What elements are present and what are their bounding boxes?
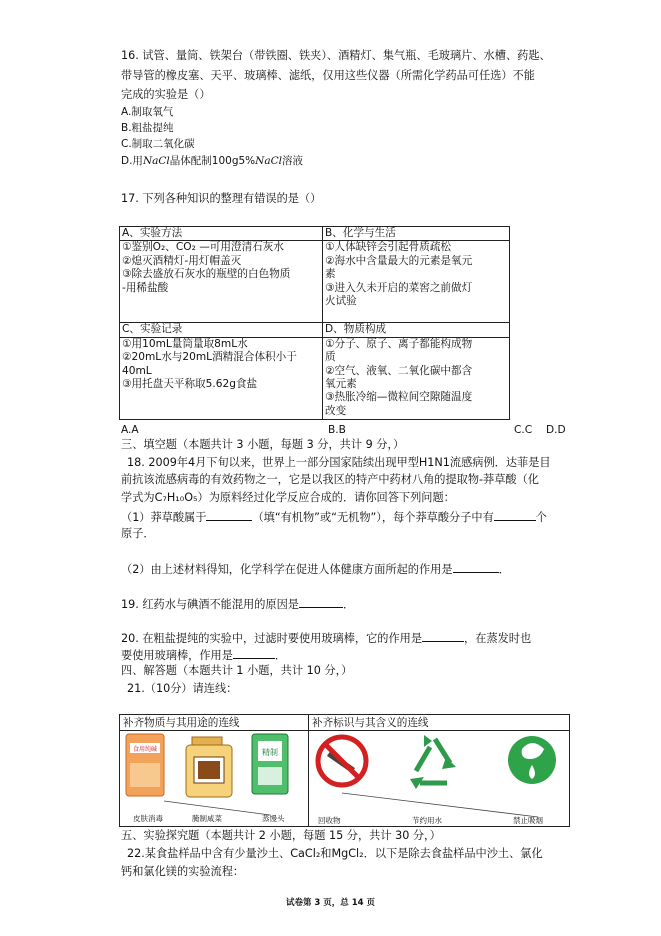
q17-answer-b: B.B: [328, 424, 346, 436]
c-item-2-cont: 40mL: [122, 364, 152, 377]
q21-stem: 21.（10分）请连线：: [127, 682, 238, 695]
q18-blank-1[interactable]: [206, 509, 252, 521]
q22-line1: 22.某食盐样品中含有少量沙土、CaCl₂和MgCl₂．以下是除去食盐样品中沙土、氯化: [127, 847, 543, 860]
q16-formula-nacl: NaCl: [142, 155, 170, 167]
water-saving-icon: [508, 736, 556, 784]
q17-answer-d: D.D: [546, 424, 566, 436]
q17-knowledge-table: [119, 226, 510, 420]
q22-line2: 钙和氯化镁的实验流程：: [121, 865, 245, 878]
page-footer: 试卷第 3 页，总 14 页: [285, 898, 376, 908]
q18-part2-text: （2）由上述材料得知，化学科学在促进人体健康方面所起的作用是: [121, 563, 453, 576]
salt-bag-image: [252, 734, 288, 794]
q16-stem-line1: 16. 试管、量筒、铁架台（带铁圈、铁夹）、酒精灯、集气瓶、毛玻璃片、水槽、药匙、: [121, 49, 551, 62]
q16-option-c: C.制取二氧化碳: [121, 138, 195, 150]
soda-bag-image: [126, 734, 164, 796]
table-cell-c-head: C、实验记录: [120, 323, 323, 337]
q16-option-d-prefix: D.用: [121, 155, 143, 167]
q18-line1: 18. 2009年4月下旬以来，世界上一部分国家陆续出现甲型H1N1流感病例．达菲是目: [127, 456, 551, 469]
b-item-2: ②海水中含量最大的元素是氧元: [325, 254, 473, 267]
q16-option-b: B.粗盐提纯: [121, 122, 174, 134]
soda-bag-label: 食用纯碱: [132, 746, 158, 753]
a-item-1: ①鉴别O₂、CO₂ —可用澄清石灰水: [122, 241, 284, 254]
q17-stem: 17. 下列各种知识的整理有错误的是（）: [121, 192, 322, 205]
q18-part1-text-b: （填“有机物”或“无机物”），每个莽草酸分子中有: [252, 511, 494, 524]
q18-blank-2[interactable]: [494, 509, 536, 521]
q18-part2: [121, 561, 510, 577]
salt-bag-label: 精制: [262, 748, 278, 757]
connection-line-2: [342, 793, 538, 817]
table-cell-d-body: [323, 337, 510, 419]
q19-blank[interactable]: [299, 596, 343, 608]
section-3-heading: 三、填空题（本题共计 3 小题，每题 3 分，共计 9 分，）: [121, 438, 405, 451]
q19-stem: [121, 596, 354, 612]
table-cell-d-head: D、物质构成: [323, 323, 510, 337]
q17-answer-a: A.A: [121, 424, 139, 436]
q20-text-a: 20. 在粗盐提纯的实验中，过滤时要使用玻璃棒，它的作用是: [121, 632, 423, 645]
d-item-2-cont: 氧元素: [325, 378, 357, 391]
q20-blank-1[interactable]: [422, 630, 464, 642]
b-item-2-cont: 素: [325, 268, 336, 281]
alcohol-bottle-image: [186, 737, 232, 797]
label-skin-disinfection: 皮肤消毒: [133, 814, 163, 823]
recycle-icon: [410, 735, 456, 789]
q16-stem-line3: 完成的实验是（）: [121, 88, 211, 101]
q18-part1-text-c: 个: [535, 511, 547, 524]
q21-matching-figure: [119, 714, 570, 827]
c-item-1: ①用10mL量筒量取8mL水: [122, 337, 248, 350]
label-pickle: 腌制咸菜: [192, 814, 222, 823]
d-item-3: ③热胀冷缩—微粒间空隙随温度: [325, 391, 473, 404]
q17-answer-c: C.C: [514, 424, 533, 436]
q20-line1: [121, 630, 531, 646]
c-item-3: ③用托盘天平称取5.62g食盐: [122, 378, 258, 391]
a-item-3-cont: -用稀盐酸: [122, 281, 169, 294]
q20-line2: [121, 647, 286, 663]
q16-option-d-value: 100g5%: [211, 155, 256, 167]
section-4-heading: 四、解答题（本题共计 1 小题，共计 10 分，）: [121, 664, 353, 677]
d-item-1: ①分子、原子、离子都能构成物: [325, 337, 473, 350]
b-item-3: ③进入久未开启的菜窖之前做灯: [325, 281, 473, 294]
no-smoking-sign: [318, 737, 366, 785]
q16-stem-line2: 带导管的橡皮塞、天平、玻璃棒、滤纸，仅用这些仪器（所需化学药品可任选）不能: [121, 69, 535, 82]
b-item-3-cont: 火试验: [325, 295, 357, 308]
q20-blank-2[interactable]: [233, 647, 275, 659]
b-item-1: ①人体缺锌会引起骨质疏松: [325, 241, 452, 254]
q18-line3: 学式为C₇H₁₀O₅）为原料经过化学反应合成的．请你回答下列问题：: [121, 491, 455, 504]
q18-part1-text-a: （1）莽草酸属于: [121, 511, 207, 524]
q16-option-d-suffix: 溶液: [282, 155, 303, 167]
d-item-1-cont: 质: [325, 351, 336, 364]
c-item-2: ②20mL水与20mL酒精混合体积小于: [122, 351, 297, 364]
table-cell-b-body: [323, 241, 510, 323]
q16-option-d-mid: 晶体配制: [169, 155, 212, 167]
d-item-3-cont: 改变: [325, 404, 347, 417]
table-cell-a-head: A、实验方法: [120, 227, 323, 241]
q18-part1-cont: 原子．: [121, 527, 155, 540]
table-cell-b-head: B、化学与生活: [323, 227, 510, 241]
q18-part2-end: ．: [498, 563, 510, 576]
label-recyclable: 回收物: [318, 816, 341, 825]
table-cell-c-body: [120, 337, 323, 419]
q21-right-header: 补齐标识与其含义的连线: [309, 715, 569, 731]
table-cell-a-body: [120, 241, 323, 323]
q20-text-c: 要使用玻璃棒，作用是: [121, 649, 233, 662]
q21-left-header: 补齐物质与其用途的连线: [120, 715, 308, 731]
q21-illustrations: [120, 731, 569, 826]
a-item-3: ③除去盛放石灰水的瓶壁的白色物质: [122, 268, 291, 281]
q20-end: ．: [274, 649, 287, 662]
q19-end: ．: [342, 598, 355, 611]
section-5-heading: 五、实验探究题（本题共计 2 小题，每题 15 分，共计 30 分，）: [121, 829, 441, 842]
q16-formula-nacl-2: NaCl: [255, 155, 282, 167]
label-steamed-bun: 蒸馒头: [262, 814, 285, 823]
q18-part1: [121, 509, 547, 525]
q16-option-d: [121, 155, 303, 168]
a-item-2: ②熄灭酒精灯-用灯帽盖灭: [122, 254, 242, 267]
q18-line2: 前抗该流感病毒的有效药物之一，它是以我区的特产中药材八角的提取物-莽草酸（化: [121, 473, 539, 486]
label-no-smoking: 禁止吸烟: [513, 816, 543, 825]
d-item-2: ②空气、液氧、二氧化碳中都含: [325, 364, 473, 377]
q16-option-a: A.制取氧气: [121, 106, 174, 118]
q18-blank-3[interactable]: [453, 561, 499, 573]
q19-text: 19. 红药水与碘酒不能混用的原因是: [121, 598, 299, 611]
q20-text-b: ，在蒸发时也: [464, 632, 532, 645]
label-save-water: 节约用水: [412, 816, 442, 825]
